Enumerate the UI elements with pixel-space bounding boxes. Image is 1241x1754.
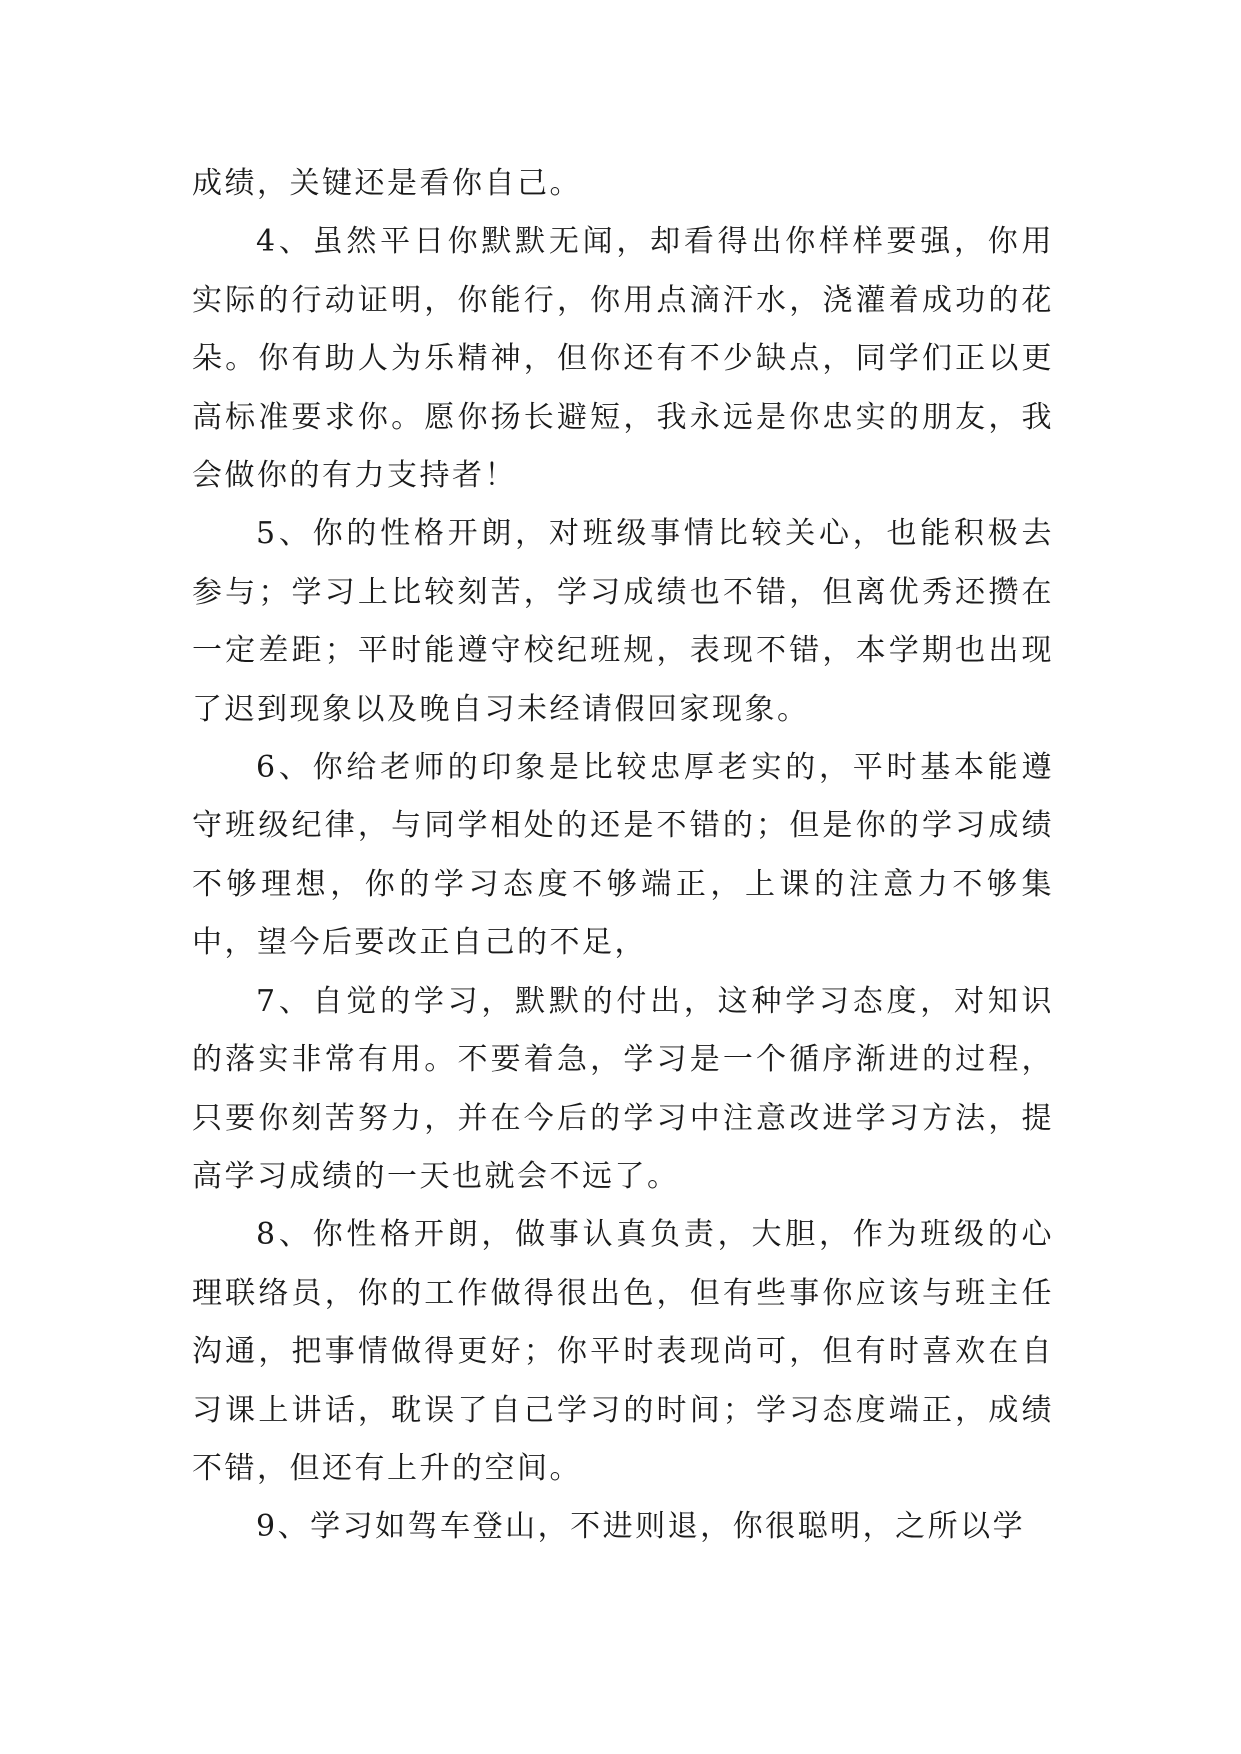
paragraph-comment-6: 6、你给老师的印象是比较忠厚老实的，平时基本能遵守班级纪律，与同学相处的还是不错的；但是你的学习成绩不够理想，你的学习态度不够端正，上课的注意力不够集中，望今后要改正自己的不足， (192, 750, 1054, 961)
paragraph-comment-7: 7、自觉的学习，默默的付出，这种学习态度，对知识的落实非常有用。不要着急，学习是一个循序渐进的过程，只要你刻苦努力，并在今后的学习中注意改进学习方法，提高学习成绩的一天也就会不远了。 (192, 983, 1054, 1194)
paragraph-comment-9: 9、学习如驾车登山，不进则退，你很聪明，之所以学 (256, 1509, 1026, 1545)
paragraph-comment-8: 8、你性格开朗，做事认真负责，大胆，作为班级的心理联络员，你的工作做得很出色，但有些事你应该与班主任沟通，把事情做得更好；你平时表现尚可，但有时喜欢在自习课上讲话，耽误了自己学习的时间；学习态度端正，成绩不错，但还有上升的空间。 (192, 1217, 1054, 1486)
paragraph-comment-4: 4、虽然平日你默默无闻，却看得出你样样要强，你用实际的行动证明，你能行，你用点滴汗水，浇灌着成功的花朵。你有助人为乐精神，但你还有不少缺点，同学们正以更高标准要求你。愿你扬长避短，我永远是你忠实的朋友，我会做你的有力支持者！ (192, 224, 1054, 494)
paragraph-comment-5: 5、你的性格开朗，对班级事情比较关心，也能积极去参与；学习上比较刻苦，学习成绩也不错，但离优秀还攒在一定差距；平时能遵守校纪班规，表现不错，本学期也出现了迟到现象以及晚自习未经请假回家现象。 (192, 516, 1054, 727)
paragraph-continuation: 成绩，关键还是看你自己。 (192, 166, 582, 201)
document-page (192, 155, 1054, 1557)
